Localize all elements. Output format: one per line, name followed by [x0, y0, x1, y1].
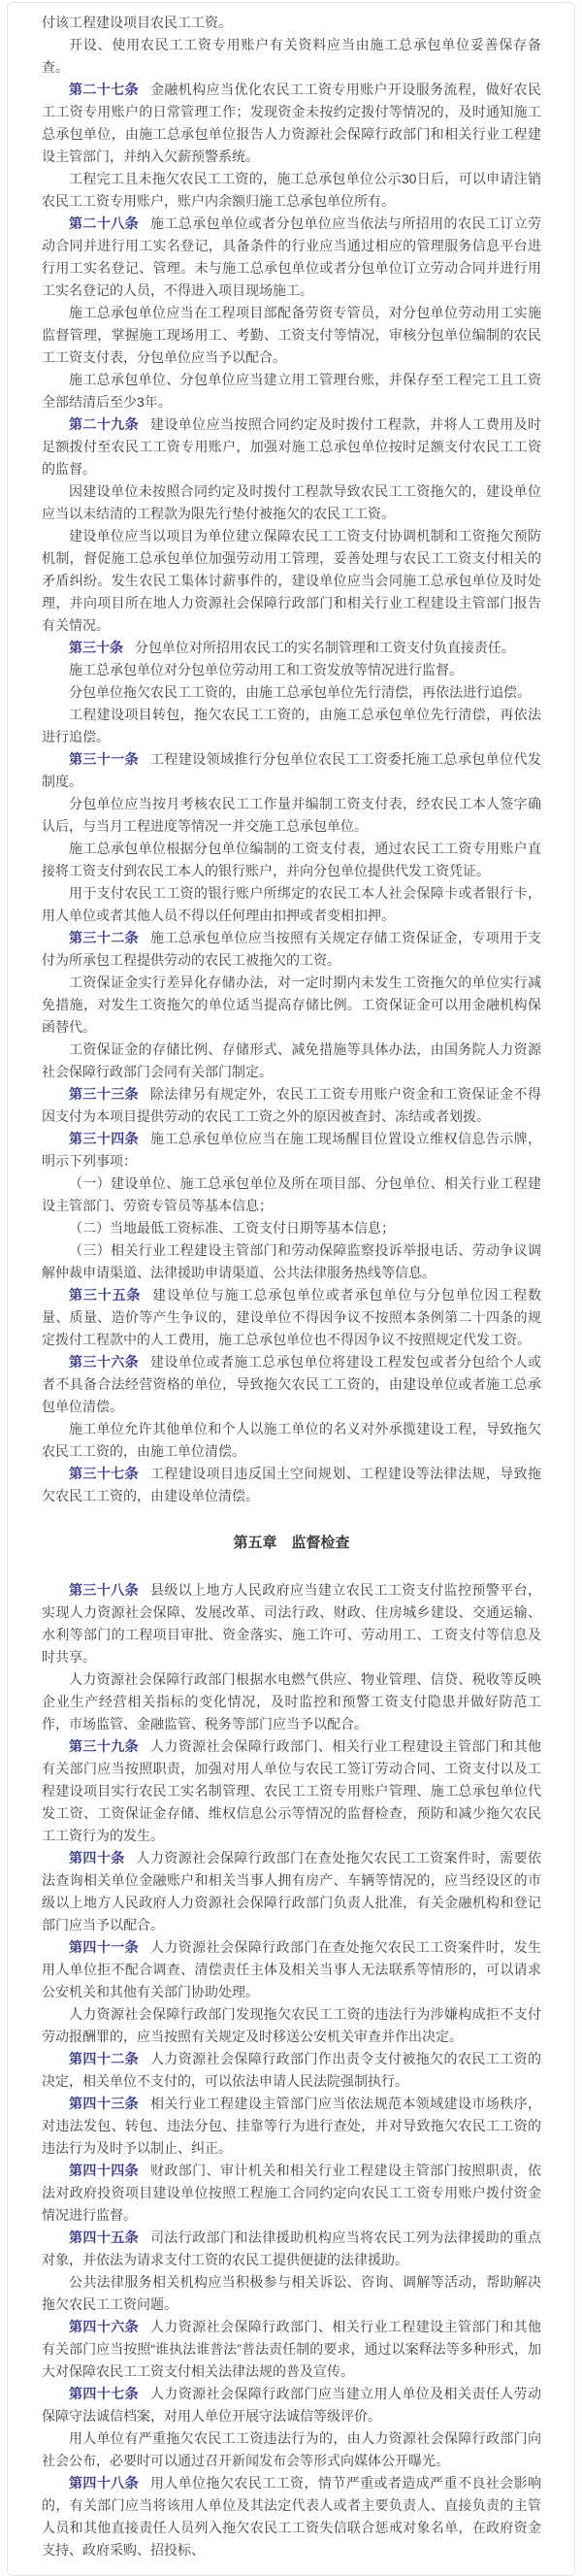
body-paragraph: 因建设单位未按照合同约定及时拨付工程款导致农民工工资拖欠的，建设单位应当以未结清的工程款为限先行垫付被拖欠的农民工工资。 [42, 483, 541, 521]
article-text: 建设单位或者施工总承包单位将建设工程发包或者分包给个人或者不具备合法经营资格的单位，导致拖欠农民工工资的，由建设单位或者施工总承包单位清偿。 [42, 1354, 542, 1414]
article-number-label: 第四十一条 [69, 1939, 140, 1955]
article-paragraph [42, 1284, 541, 1351]
article-paragraph [42, 1351, 541, 1418]
article-number-label: 第三十五条 [69, 1287, 142, 1303]
article-number-label: 第四十六条 [69, 2319, 140, 2334]
article-paragraph [42, 1735, 541, 1847]
body-paragraph: 用于支付农民工工资的银行账户所绑定的农民工本人社会保障卡或者银行卡，用人单位或者其他人员不得以任何理由扣押或者变相扣押。 [42, 885, 541, 923]
article-text: 人力资源社会保障行政部门在查处拖欠农民工工资案件时，需要依法查询相关单位金融账户和相关当事人拥有房产、车辆等情况的，应当经设区的市级以上地方人民政府人力资源社会保障行政部门负责人批准，有关金融机构和登记部门应当予以配合。 [42, 1850, 542, 1932]
body-paragraph: 工资保证金的存储比例、存储形式、减免措施等具体办法，由国务院人力资源社会保障行政部门会同有关部门制定。 [42, 1041, 541, 1079]
article-number-label: 第四十八条 [69, 2475, 140, 2491]
article-paragraph [42, 1463, 541, 1507]
article-text: 司法行政部门和法律援助机构应当将农民工列为法律援助的重点对象，并依法为请求支付工资的农民工提供便捷的法律援助。 [42, 2229, 542, 2267]
article-paragraph [42, 1847, 541, 1936]
article-number-label: 第四十五条 [69, 2229, 140, 2245]
article-number-label: 第四十条 [69, 1850, 125, 1866]
article-text: 施工总承包单位应当按照有关规定存储工资保证金，专项用于支付为所承包工程提供劳动的农民工被拖欠的工资。 [42, 930, 542, 968]
article-paragraph [42, 2472, 541, 2561]
body-paragraph: （一）建设单位、施工总承包单位及所在项目部、分包单位、相关行业工程建设主管部门、劳资专管员等基本信息； [42, 1175, 541, 1213]
article-text: 人力资源社会保障行政部门、相关行业工程建设主管部门和其他有关部门应当按照职责，加强对用人单位与农民工签订劳动合同、工资支付以及工程建设项目实行农民工实名制管理、农民工工资专用账户管理、施工总承包单位代发工资、工资保证金存储、维权信息公示等情况的监督检查，预防和减少拖欠农民工工资行为的发生。 [42, 1738, 542, 1843]
body-paragraph: 人力资源社会保障行政部门根据水电燃气供应、物业管理、信贷、税收等反映企业生产经营相关指标的变化情况，及时监控和预警工资支付隐患并做好防范工作，市场监管、金融监管、税务等部门应当予以配合。 [42, 1671, 541, 1732]
article-number-label: 第二十七条 [69, 82, 140, 97]
article-text: 施工总承包单位或者分包单位应当依法与所招用的农民工订立劳动合同并进行用工实名登记，具备条件的行业应当通过相应的管理服务信息平台进行用工实名登记、管理。未与施工总承包单位或者分包单位订立劳动合同并进行用工实名登记的人员，不得进入项目现场施工。 [42, 215, 542, 298]
article-number-label: 第二十九条 [69, 416, 140, 432]
body-paragraph: 付该工程建设项目农民工工资。 [42, 15, 232, 30]
article-number-label: 第四十三条 [69, 2096, 140, 2111]
article-number-label: 第三十一条 [69, 751, 140, 767]
article-text: 人力资源社会保障行政部门应当建立用人单位及相关责任人劳动保障守法诚信档案，对用人单位开展守法诚信等级评价。 [42, 2386, 542, 2424]
article-text: 工程建设项目违反国土空间规划、工程建设等法律法规，导致拖欠农民工工资的，由建设单位清偿。 [42, 1466, 542, 1503]
article-number-label: 第三十六条 [69, 1354, 140, 1370]
body-paragraph: 工程完工且未拖欠农民工工资的，施工总承包单位公示30日后，可以申请注销农民工工资专用账户，账户内余额归施工总承包单位所有。 [42, 171, 541, 209]
article-paragraph [42, 927, 541, 972]
article-paragraph [42, 2048, 541, 2093]
body-paragraph: 施工总承包单位、分包单位应当建立用工管理台账，并保存至工程完工且工资全部结清后至少3年。 [42, 372, 541, 410]
article-text: 建设单位应当按照合同约定及时拨付工程款，并将人工费用及时足额拨付至农民工工资专用账户，加强对施工总承包单位按时足额支付农民工工资的监督。 [42, 416, 542, 477]
article-text: 工程建设领域推行分包单位农民工工资委托施工总承包单位代发制度。 [42, 751, 542, 789]
article-text: 相关行业工程建设主管部门应当依法规范本领域建设市场秩序，对违法发包、转包、违法分包、挂靠等行为进行查处，并对导致拖欠农民工工资的违法行为及时予以制止、纠正。 [42, 2096, 542, 2156]
body-paragraph: 分包单位应当按月考核农民工工作量并编制工资支付表，经农民工本人签字确认后，与当月工程进度等情况一并交施工总承包单位。 [42, 796, 541, 834]
article-text: 分包单位对所招用农民工的实名制管理和工资支付负直接责任。 [134, 640, 515, 655]
body-paragraph: 开设、使用农民工工资专用账户有关资料应当由施工总承包单位妥善保存备查。 [42, 37, 541, 75]
article-paragraph [42, 1128, 541, 1172]
article-text: 人力资源社会保障行政部门在查处拖欠农民工工资案件时，发生用人单位拒不配合调查、清偿责任主体及相关当事人无法联系等情形的，可以请求公安机关和其他有关部门协助处理。 [42, 1939, 542, 1999]
article-number-label: 第三十七条 [69, 1466, 140, 1481]
body-paragraph: 用人单位有严重拖欠农民工工资违法行为的，由人力资源社会保障行政部门向社会公布，必要时可以通过召开新闻发布会等形式向媒体公开曝光。 [42, 2430, 541, 2468]
article-text: 建设单位与施工总承包单位或者承包单位与分包单位因工程数量、质量、造价等产生争议的，建设单位不得因争议不按照本条例第二十四条的规定拨付工程款中的人工费用，施工总承包单位也不得因争议不按照规定代发工资。 [42, 1287, 542, 1347]
article-number-label: 第三十二条 [69, 930, 140, 945]
article-text: 人力资源社会保障行政部门、相关行业工程建设主管部门和其他有关部门应当按照“谁执法谁普法”普法责任制的要求，通过以案释法等多种形式，加大对保障农民工工资支付相关法律法规的普及宣传。 [42, 2319, 542, 2379]
article-paragraph [42, 2160, 541, 2227]
body-paragraph: 施工总承包单位对分包单位劳动用工和工资发放等情况进行监督。 [69, 662, 463, 677]
document-body [42, 12, 541, 2561]
article-number-label: 第四十七条 [69, 2386, 140, 2401]
article-text: 除法律另有规定外，农民工工资专用账户资金和工资保证金不得因支付为本项目提供劳动的农民工工资之外的原因被查封、冻结或者划拨。 [42, 1086, 542, 1124]
article-number-label: 第四十四条 [69, 2163, 140, 2178]
article-paragraph [42, 2316, 541, 2383]
article-paragraph [42, 1579, 541, 1668]
body-paragraph: （三）相关行业工程建设主管部门和劳动保障监察投诉举报电话、劳动争议调解仲裁申请渠道、法律援助申请渠道、公共法律服务热线等信息。 [42, 1242, 541, 1280]
article-paragraph [42, 748, 541, 793]
article-number-label: 第四十二条 [69, 2051, 140, 2066]
body-paragraph: 工程建设项目转包，拖欠农民工工资的，由施工总承包单位先行清偿，再依法进行追偿。 [42, 707, 541, 744]
article-text: 人力资源社会保障行政部门作出责令支付被拖欠的农民工工资的决定，相关单位不支付的，可以依法申请人民法院强制执行。 [42, 2051, 542, 2089]
article-paragraph [42, 2093, 541, 2160]
article-paragraph [42, 79, 541, 168]
body-paragraph: （二）当地最低工资标准、工资支付日期等基本信息； [69, 1220, 395, 1236]
article-paragraph [42, 1936, 541, 2003]
article-number-label: 第二十八条 [69, 215, 140, 231]
article-text: 财政部门、审计机关和相关行业工程建设主管部门按照职责，依法对政府投资项目建设单位按照工程施工合同约定向农民工工资专用账户拨付资金情况进行监督。 [42, 2163, 542, 2223]
article-text: 用人单位拖欠农民工工资，情节严重或者造成严重不良社会影响的，有关部门应当将该用人单位及其法定代表人或者主要负责人、直接负责的主管人员和其他直接责任人员列入拖欠农民工工资失信联合惩戒对象名单，在政府资金支持、政府采购、招投标、 [42, 2475, 542, 2558]
body-paragraph: 人力资源社会保障行政部门发现拖欠农民工工资的违法行为涉嫌构成拒不支付劳动报酬罪的，应当按照有关规定及时移送公安机关审查并作出决定。 [42, 2006, 541, 2044]
article-number-label: 第三十条 [69, 640, 123, 655]
body-paragraph: 建设单位应当以项目为单位建立保障农民工工资支付协调机制和工资拖欠预防机制，督促施工总承包单位加强劳动用工管理，妥善处理与农民工工资支付相关的矛盾纠纷。发生农民工集体讨薪事件的，建设单位应当会同施工总承包单位及时处理，并向项目所在地人力资源社会保障行政部门和相关行业工程建设主管部门报告有关情况。 [42, 528, 541, 633]
article-paragraph [42, 637, 541, 659]
chapter-heading: 第五章 监督检查 [233, 1535, 350, 1551]
regulation-document-card [7, 2, 575, 2576]
article-paragraph [42, 413, 541, 480]
article-number-label: 第三十三条 [69, 1086, 140, 1102]
body-paragraph: 分包单位拖欠农民工工资的，由施工总承包单位先行清偿，再依法进行追偿。 [69, 684, 531, 700]
body-paragraph: 施工总承包单位根据分包单位编制的工资支付表，通过农民工工资专用账户直接将工资支付到农民工本人的银行账户，并向分包单位提供代发工资凭证。 [42, 841, 541, 878]
article-text: 金融机构应当优化农民工工资专用账户开设服务流程，做好农民工工资专用账户的日常管理工作；发现资金未按约定拨付等情况的，及时通知施工总承包单位，由施工总承包单位报告人力资源社会保障行政部门和相关行业工程建设主管部门，并纳入欠薪预警系统。 [42, 82, 542, 164]
article-paragraph [42, 213, 541, 302]
article-paragraph [42, 2383, 541, 2427]
body-paragraph: 施工单位允许其他单位和个人以施工单位的名义对外承揽建设工程，导致拖欠农民工工资的，由施工单位清偿。 [42, 1421, 541, 1459]
body-paragraph: 公共法律服务相关机构应当积极参与相关诉讼、咨询、调解等活动，帮助解决拖欠农民工工资问题。 [42, 2274, 541, 2312]
article-paragraph [42, 2227, 541, 2271]
body-paragraph: 施工总承包单位应当在工程项目部配备劳资专管员，对分包单位劳动用工实施监督管理，掌握施工现场用工、考勤、工资支付等情况，审核分包单位编制的农民工工资支付表，分包单位应当予以配合。 [42, 305, 541, 365]
article-number-label: 第三十四条 [69, 1131, 140, 1146]
body-paragraph: 工资保证金实行差异化存储办法，对一定时期内未发生工资拖欠的单位实行减免措施，对发生工资拖欠的单位适当提高存储比例。工资保证金可以用金融机构保函替代。 [42, 974, 541, 1035]
article-text: 施工总承包单位应当在施工现场醒目位置设立维权信息告示牌，明示下列事项： [42, 1131, 542, 1169]
article-number-label: 第三十九条 [69, 1738, 140, 1754]
article-text: 县级以上地方人民政府应当建立农民工工资支付监控预警平台，实现人力资源社会保障、发展改革、司法行政、财政、住房城乡建设、交通运输、水利等部门的工程项目审批、资金落实、施工许可、劳动用工、工资支付等信息及时共享。 [42, 1582, 542, 1665]
article-paragraph [42, 1083, 541, 1128]
article-number-label: 第三十八条 [69, 1582, 140, 1598]
